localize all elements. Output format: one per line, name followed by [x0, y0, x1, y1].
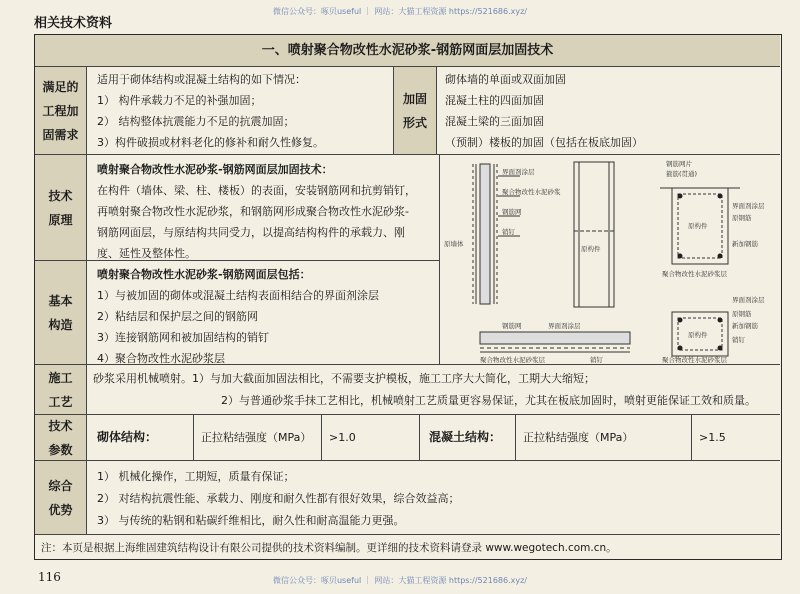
beam-label-new-bar: 新加钢筋 — [732, 240, 758, 248]
advantages-text: 1） 机械化操作，工期短，质量有保证； 2） 对结构抗震性能、承载力、刚度和耐久性都有很好效果，综合效益高； 3） 与传统的粘钢和粘碳纤维相比，耐久性和耐高温能力更强。 — [97, 470, 460, 527]
wall-label-dowel: 销钉 — [502, 228, 515, 236]
slab-label-mortar: 聚合物改性水泥砂浆层 — [480, 356, 545, 364]
process-line-1: 砂浆采用机械喷射。1）与加大截面加固法相比，不需要支护模板，施工工序大大简化，工期大大缩短； — [93, 372, 595, 385]
wall-label-interface: 界面剂涂层 — [502, 168, 535, 176]
col-label-new-bar: 新加钢筋 — [732, 322, 758, 330]
watermark-top: 微信公众号：啄贝useful ｜ 网站：大猫工程资源 https://521686.xyz/ — [272, 7, 528, 16]
watermark-bottom: 微信公众号：啄贝useful ｜ 网站：大猫工程资源 https://521686.xyz/ — [272, 576, 528, 585]
process-row — [35, 365, 780, 415]
requirements-label: 满足的 工程加 固需求 — [35, 67, 87, 154]
construction-diagram — [440, 156, 780, 364]
col-label-mortar: 聚合物改性水泥砂浆层 — [662, 356, 727, 364]
section-label: 相关技术资料 — [34, 16, 113, 31]
construction-label: 基本 构造 — [35, 261, 87, 364]
masonry-label: 砌体结构： — [97, 430, 158, 444]
principle-label: 技术 原理 — [35, 155, 87, 261]
beam-label-mesh: 钢筋网片 — [666, 160, 692, 168]
page-number: 116 — [38, 570, 61, 584]
col-label-interface: 界面剂涂层 — [732, 296, 765, 304]
col-inner-label: 原构件 — [688, 331, 708, 339]
wall-label-mortar: 聚合物改性水泥砂浆 — [502, 188, 561, 196]
concrete-label: 混凝土结构： — [429, 430, 502, 444]
beam-inner-label: 原构件 — [688, 222, 708, 230]
concrete-item: 正拉粘结强度（MPa） — [523, 431, 634, 444]
col-label-orig-bar: 原钢筋 — [732, 310, 752, 318]
slab-label-interface: 界面剂涂层 — [548, 322, 581, 330]
masonry-value: >1.0 — [329, 431, 356, 444]
content-table — [34, 34, 782, 560]
params-label: 技术 参数 — [35, 415, 87, 460]
form-label: 加固 形式 — [394, 67, 436, 154]
wall-label-mesh: 钢筋网 — [502, 208, 522, 216]
page-title: 一、喷射聚合物改性水泥砂浆-钢筋网面层加固技术 — [35, 35, 780, 67]
wall-body-label: 原墙体 — [444, 240, 464, 248]
footnote: 注：本页是根据上海维固建筑结构设计有限公司提供的技术资料编制。更详细的技术资料请登录 www.wegotech.com.cn。 — [41, 542, 617, 554]
beam-label-stirrup: 箍筋(贯通) — [666, 170, 698, 178]
construction-text: 喷射聚合物改性水泥砂浆-钢筋网面层包括： 1）与被加固的砌体或混凝土结构表面相结合的界面剂涂层 2）粘结层和保护层之间的钢筋网 3）连接钢筋网和被加固结构的销钉 4）聚合物改性水泥砂浆层 — [97, 268, 379, 365]
slab-label-mesh: 钢筋网 — [502, 322, 522, 330]
column-elev-label: 原构件 — [581, 245, 601, 253]
principle-text: 喷射聚合物改性水泥砂浆-钢筋网面层加固技术： 在构件（墙体、梁、柱、楼板）的表面，安装钢筋网和抗剪销钉， 再喷射聚合物改性水泥砂浆，和钢筋网形成聚合物改性水泥砂浆- 钢筋网面层，与原结构共同受力，以提高结构构件的承载力、刚 度、延性及整体性。 — [97, 163, 416, 260]
params-row — [35, 415, 780, 461]
masonry-item: 正拉粘结强度（MPa） — [201, 431, 312, 444]
beam-label-mortar: 聚合物改性水泥砂浆层 — [662, 270, 727, 278]
process-line-2: 2）与普通砂浆手抹工艺相比，机械喷射工艺质量更容易保证，尤其在板底加固时，喷射更能保证工效和质量。 — [221, 394, 756, 407]
advantages-label: 综合 优势 — [35, 461, 87, 534]
process-label: 施工 工艺 — [35, 365, 87, 414]
beam-label-interface: 界面剂涂层 — [732, 202, 765, 210]
advantages-row — [35, 461, 780, 535]
requirements-row — [35, 67, 780, 155]
forms-text: 砌体墙的单面或双面加固 混凝土柱的四面加固 混凝土梁的三面加固 （预制）楼板的加固（包括在板底加固） — [445, 73, 643, 149]
beam-label-orig-bar: 原钢筋 — [732, 214, 752, 222]
slab-label-dowel: 销钉 — [590, 356, 603, 364]
col-label-dowel: 销钉 — [732, 336, 745, 344]
requirements-text: 适用于砌体结构或混凝土结构的如下情况： 1） 构件承载力不足的补强加固； 2） 结构整体抗震能力不足的抗震加固； 3）构件破损或材料老化的修补和耐久性修复。 — [97, 73, 324, 149]
concrete-value: >1.5 — [699, 431, 726, 444]
